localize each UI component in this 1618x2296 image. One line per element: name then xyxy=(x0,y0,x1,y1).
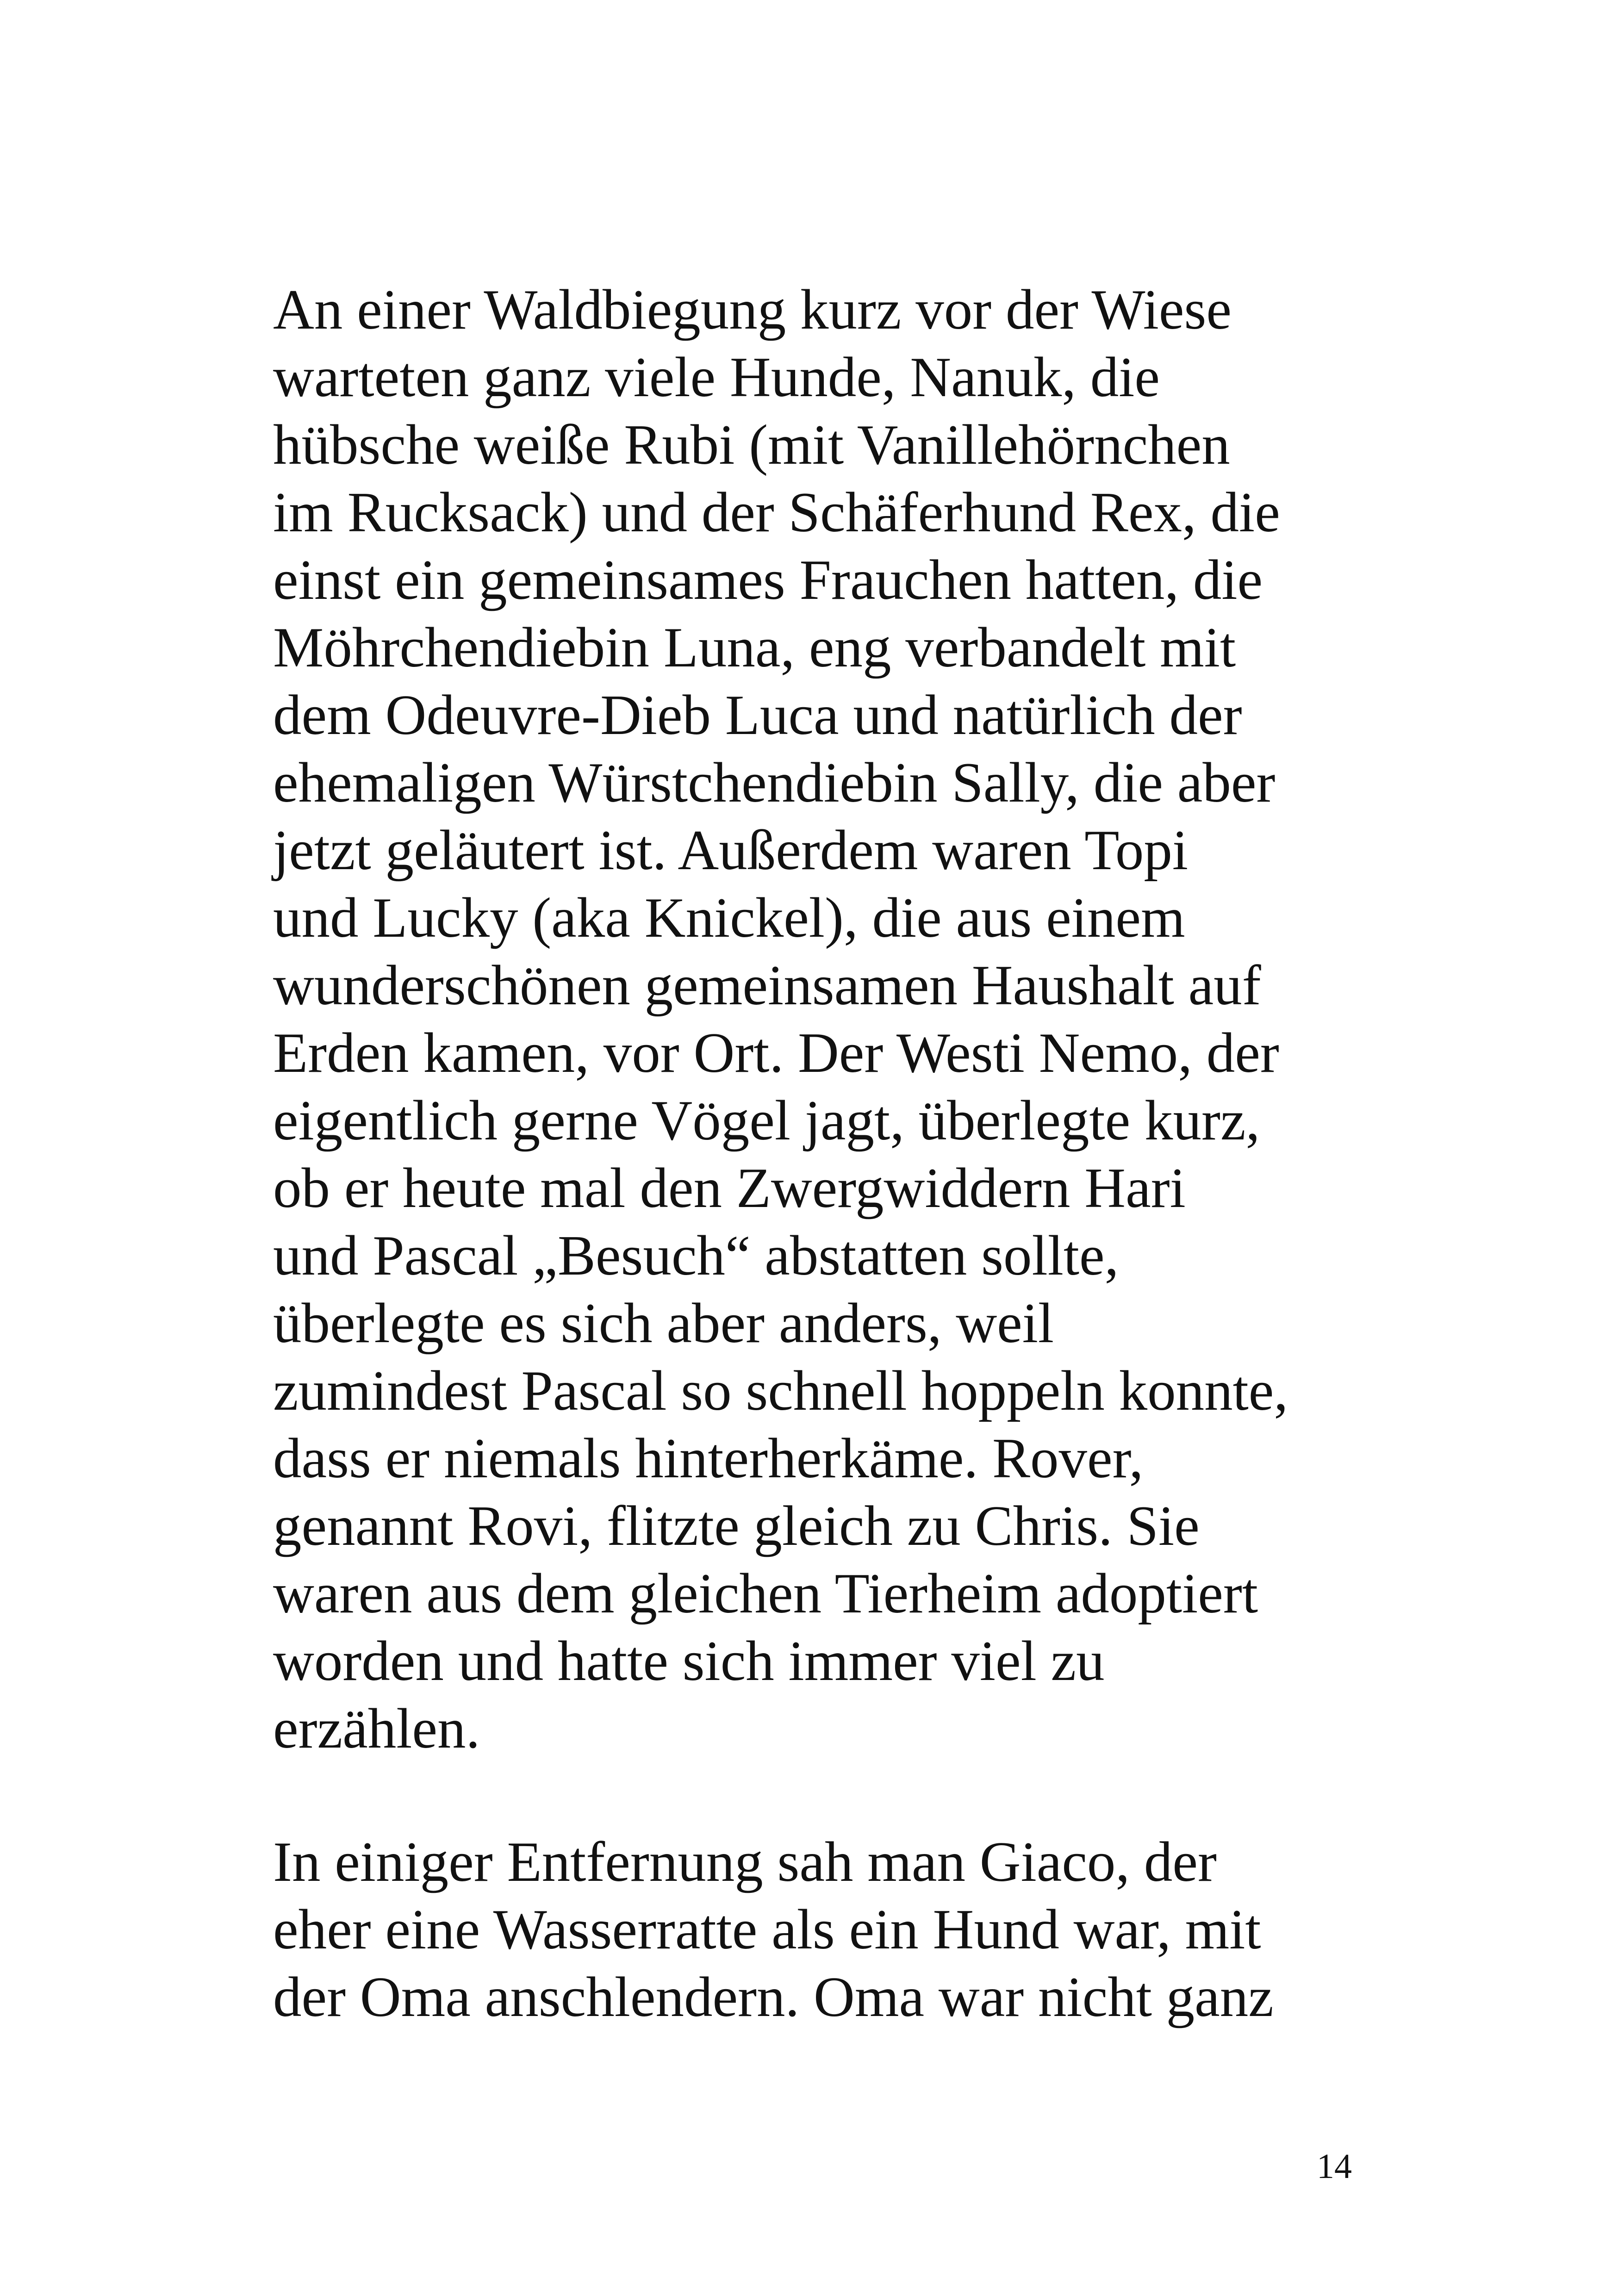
text-line: In einiger Entfernung sah man Giaco, der xyxy=(273,1830,1217,1893)
text-line: genannt Rovi, flitzte gleich zu Chris. Sie xyxy=(273,1494,1200,1557)
text-line: der Oma anschlendern. Oma war nicht ganz xyxy=(273,1965,1274,2028)
text-line: dass er niemals hinterherkäme. Rover, xyxy=(273,1426,1144,1490)
text-line: dem Odeuvre-Dieb Luca und natürlich der xyxy=(273,683,1242,747)
text-line: hübsche weiße Rubi (mit Vanillehörnchen xyxy=(273,413,1230,476)
text-line: überlegte es sich aber anders, weil xyxy=(273,1291,1054,1355)
text-line: eigentlich gerne Vögel jagt, überlegte kurz, xyxy=(273,1089,1260,1152)
text-line: zumindest Pascal so schnell hoppeln konnte, xyxy=(273,1359,1288,1422)
text-line: wunderschönen gemeinsamen Haushalt auf xyxy=(273,953,1261,1017)
text-line: waren aus dem gleichen Tierheim adoptiert xyxy=(273,1562,1258,1625)
text-line: eher eine Wasserratte als ein Hund war, mit xyxy=(273,1898,1261,1961)
text-line: und Pascal „Besuch“ abstatten sollte, xyxy=(273,1224,1119,1287)
text-line: warteten ganz viele Hunde, Nanuk, die xyxy=(273,345,1160,409)
text-line: im Rucksack) und der Schäferhund Rex, die xyxy=(273,480,1280,544)
text-line: jetzt geläutert ist. Außerdem waren Topi xyxy=(273,818,1189,882)
text-line: einst ein gemeinsames Frauchen hatten, die xyxy=(273,548,1263,611)
paragraph-2 xyxy=(273,1828,1379,2031)
text-line: Möhrchendiebin Luna, eng verbandelt mit xyxy=(273,616,1236,679)
text-line: ob er heute mal den Zwergwiddern Hari xyxy=(273,1156,1186,1220)
text-line: und Lucky (aka Knickel), die aus einem xyxy=(273,886,1185,949)
text-line: An einer Waldbiegung kurz vor der Wiese xyxy=(273,278,1232,341)
paragraph-1 xyxy=(273,276,1379,1762)
text-line: worden und hatte sich immer viel zu xyxy=(273,1629,1105,1692)
page-number: 14 xyxy=(1317,2147,1352,2186)
text-line: erzählen. xyxy=(273,1697,480,1760)
text-line: ehemaligen Würstchendiebin Sally, die aber xyxy=(273,751,1276,814)
text-line: Erden kamen, vor Ort. Der Westi Nemo, der xyxy=(273,1021,1279,1084)
